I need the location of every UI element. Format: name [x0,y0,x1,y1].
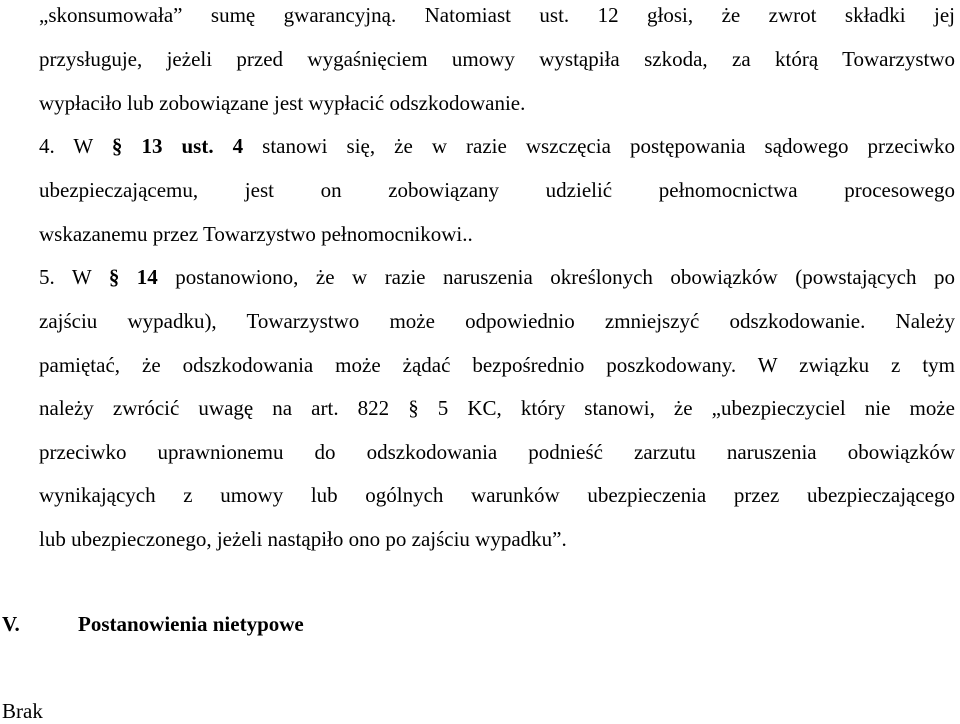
text-line: zajściu wypadku), Towarzystwo może odpowiednio zmniejszyć odszkodowanie. Należy [39,309,955,333]
section-title: Postanowienia nietypowe [78,612,304,636]
text-line: „skonsumowała” sumę gwarancyjną. Natomiast ust. 12 głosi, że zwrot składki jej [39,3,955,27]
paragraph-5-text: postanowiono, że w razie naruszenia określonych obowiązków (powstających po [157,265,955,289]
paragraph-5-lead: 5. W [39,265,109,289]
section-body-text: Brak [2,699,43,723]
text-line: wypłaciło lub zobowiązane jest wypłacić odszkodowanie. [39,91,526,115]
text-line: przeciwko uprawnionemu do odszkodowania podnieść zarzutu naruszenia obowiązków [39,440,955,464]
text-line: wynikających z umowy lub ogólnych warunków ubezpieczenia przez ubezpieczającego [39,483,955,507]
text-line: przysługuje, jeżeli przed wygaśnięciem umowy wystąpiła szkoda, za którą Towarzystwo [39,47,955,71]
text-line: pamiętać, że odszkodowania może żądać bezpośrednio poszkodowany. W związku z tym [39,353,955,377]
text-line: ubezpieczającemu, jest on zobowiązany udzielić pełnomocnictwa procesowego [39,178,955,202]
text-line: lub ubezpieczonego, jeżeli nastąpiło ono po zajściu wypadku”. [39,527,567,551]
paragraph-4-first-line [39,133,955,159]
paragraph-4-lead: 4. W [39,134,112,158]
paragraph-5-first-line [39,264,955,290]
section-number: V. [2,612,20,636]
text-line: wskazanemu przez Towarzystwo pełnomocnikowi.. [39,222,473,246]
paragraph-4-text: stanowi się, że w razie wszczęcia postępowania sądowego przeciwko [243,134,955,158]
section-heading [2,611,304,637]
paragraph-4-reference: § 13 ust. 4 [111,134,244,158]
paragraph-5-reference: § 14 [108,265,158,289]
text-line: należy zwrócić uwagę na art. 822 § 5 KC, który stanowi, że „ubezpieczyciel nie może [39,396,955,420]
